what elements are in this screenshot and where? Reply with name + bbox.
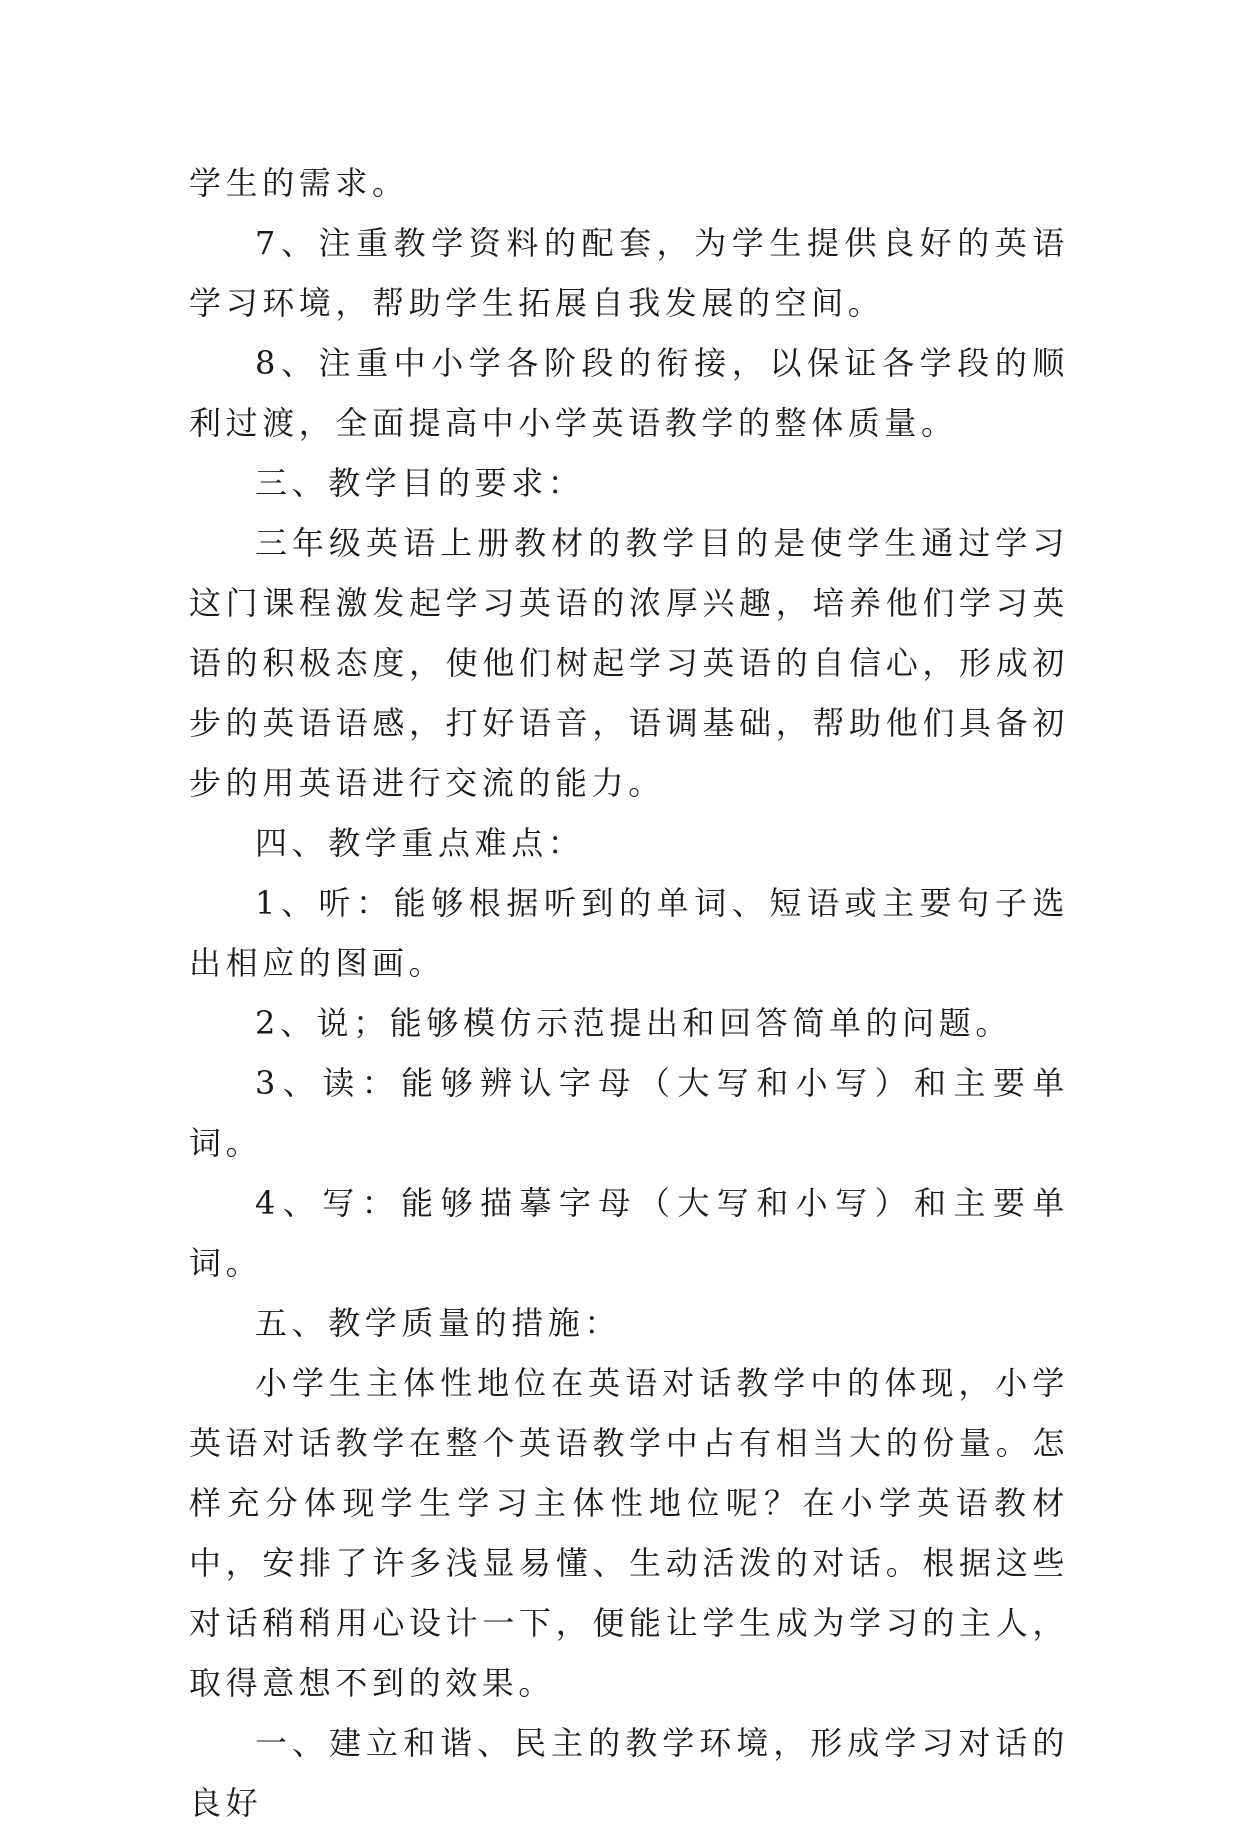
paragraph-2: 7、注重教学资料的配套，为学生提供良好的英语学习环境，帮助学生拓展自我发展的空间。 xyxy=(189,224,1069,322)
list-item-write: 4、写：能够描摹字母（大写和小写）和主要单词。 xyxy=(189,1184,1069,1282)
section-heading-5: 五、教学质量的措施： xyxy=(255,1304,622,1342)
document-body xyxy=(189,153,1069,1833)
section-heading-3: 三、教学目的要求： xyxy=(255,464,585,502)
paragraph-1: 学生的需求。 xyxy=(189,164,409,202)
list-item-speak: 2、说；能够模仿示范提出和回答简单的问题。 xyxy=(255,1004,1012,1042)
paragraph-5: 三年级英语上册教材的教学目的是使学生通过学习这门课程激发起学习英语的浓厚兴趣，培养他们学习英语的积极态度，使他们树起学习英语的自信心，形成初步的英语语感，打好语音，语调基础，帮助他们具备初步的用英语进行交流的能力。 xyxy=(189,524,1069,802)
paragraph-12: 小学生主体性地位在英语对话教学中的体现，小学英语对话教学在整个英语教学中占有相当大的份量。怎样充分体现学生学习主体性地位呢？在小学英语教材中，安排了许多浅显易懂、生动活泼的对话。根据这些对话稍稍用心设计一下，便能让学生成为学习的主人，取得意想不到的效果。 xyxy=(189,1364,1069,1702)
list-item-listen: 1、听：能够根据听到的单词、短语或主要句子选出相应的图画。 xyxy=(189,884,1069,982)
paragraph-3: 8、注重中小学各阶段的衔接，以保证各学段的顺利过渡，全面提高中小学英语教学的整体质量。 xyxy=(189,344,1069,442)
section-heading-4: 四、教学重点难点： xyxy=(255,824,585,862)
list-item-read: 3、读：能够辨认字母（大写和小写）和主要单词。 xyxy=(189,1064,1069,1162)
paragraph-13: 一、建立和谐、民主的教学环境，形成学习对话的良好 xyxy=(189,1724,1069,1822)
